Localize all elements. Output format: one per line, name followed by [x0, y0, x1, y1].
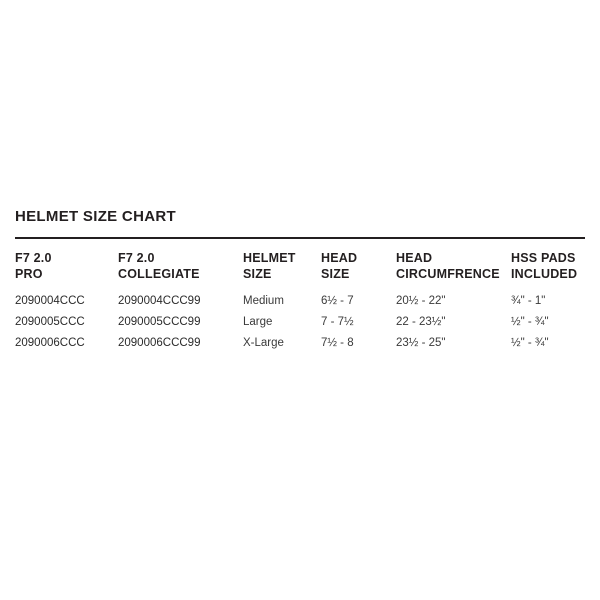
cell-collegiate: 2090004CCC99	[118, 295, 201, 308]
column-header-line2: SIZE	[321, 266, 350, 281]
cell-pro: 2090005CCC	[15, 315, 85, 328]
cell-head-size: 7 - 7½	[321, 315, 354, 328]
cell-head-circumfrence: 22 - 23½"	[396, 315, 446, 328]
table-row	[15, 312, 585, 333]
column-header-line1: HELMET	[243, 251, 296, 265]
helmet-size-chart	[15, 208, 585, 353]
column-header-line1: HEAD	[321, 251, 358, 265]
column-header-line2: INCLUDED	[511, 266, 578, 281]
table-body	[15, 291, 585, 353]
cell-hss-pads: ½" - ¾"	[511, 336, 549, 349]
cell-helmet-size: Large	[243, 315, 273, 328]
cell-hss-pads: ¾" - 1"	[511, 295, 546, 308]
column-header-line1: HSS PADS	[511, 251, 576, 265]
cell-pro: 2090004CCC	[15, 295, 85, 308]
column-header-pro	[15, 251, 118, 291]
table-row	[15, 291, 585, 312]
size-table	[15, 251, 585, 353]
cell-collegiate: 2090006CCC99	[118, 336, 201, 349]
cell-head-circumfrence: 20½ - 22"	[396, 295, 446, 308]
table-header-row	[15, 251, 585, 291]
column-header-helmet-size	[243, 251, 321, 291]
page-title: HELMET SIZE CHART	[15, 208, 176, 225]
cell-helmet-size: X-Large	[243, 336, 284, 349]
column-header-line2: SIZE	[243, 266, 272, 281]
column-header-line2: COLLEGIATE	[118, 266, 200, 281]
column-header-line2: PRO	[15, 266, 43, 281]
column-header-hss-pads	[511, 251, 585, 291]
column-header-line1: F7 2.0	[15, 251, 52, 265]
column-header-line1: HEAD	[396, 251, 433, 265]
cell-head-size: 7½ - 8	[321, 336, 354, 349]
cell-helmet-size: Medium	[243, 295, 284, 308]
cell-collegiate: 2090005CCC99	[118, 315, 201, 328]
column-header-collegiate	[118, 251, 243, 291]
column-header-head-size	[321, 251, 396, 291]
title-divider	[15, 237, 585, 239]
cell-head-circumfrence: 23½ - 25"	[396, 336, 446, 349]
column-header-head-circumfrence	[396, 251, 511, 291]
table-row	[15, 333, 585, 354]
column-header-line1: F7 2.0	[118, 251, 155, 265]
cell-hss-pads: ½" - ¾"	[511, 315, 549, 328]
column-header-line2: CIRCUMFRENCE	[396, 266, 500, 281]
table-header	[15, 251, 585, 291]
cell-pro: 2090006CCC	[15, 336, 85, 349]
cell-head-size: 6½ - 7	[321, 295, 354, 308]
